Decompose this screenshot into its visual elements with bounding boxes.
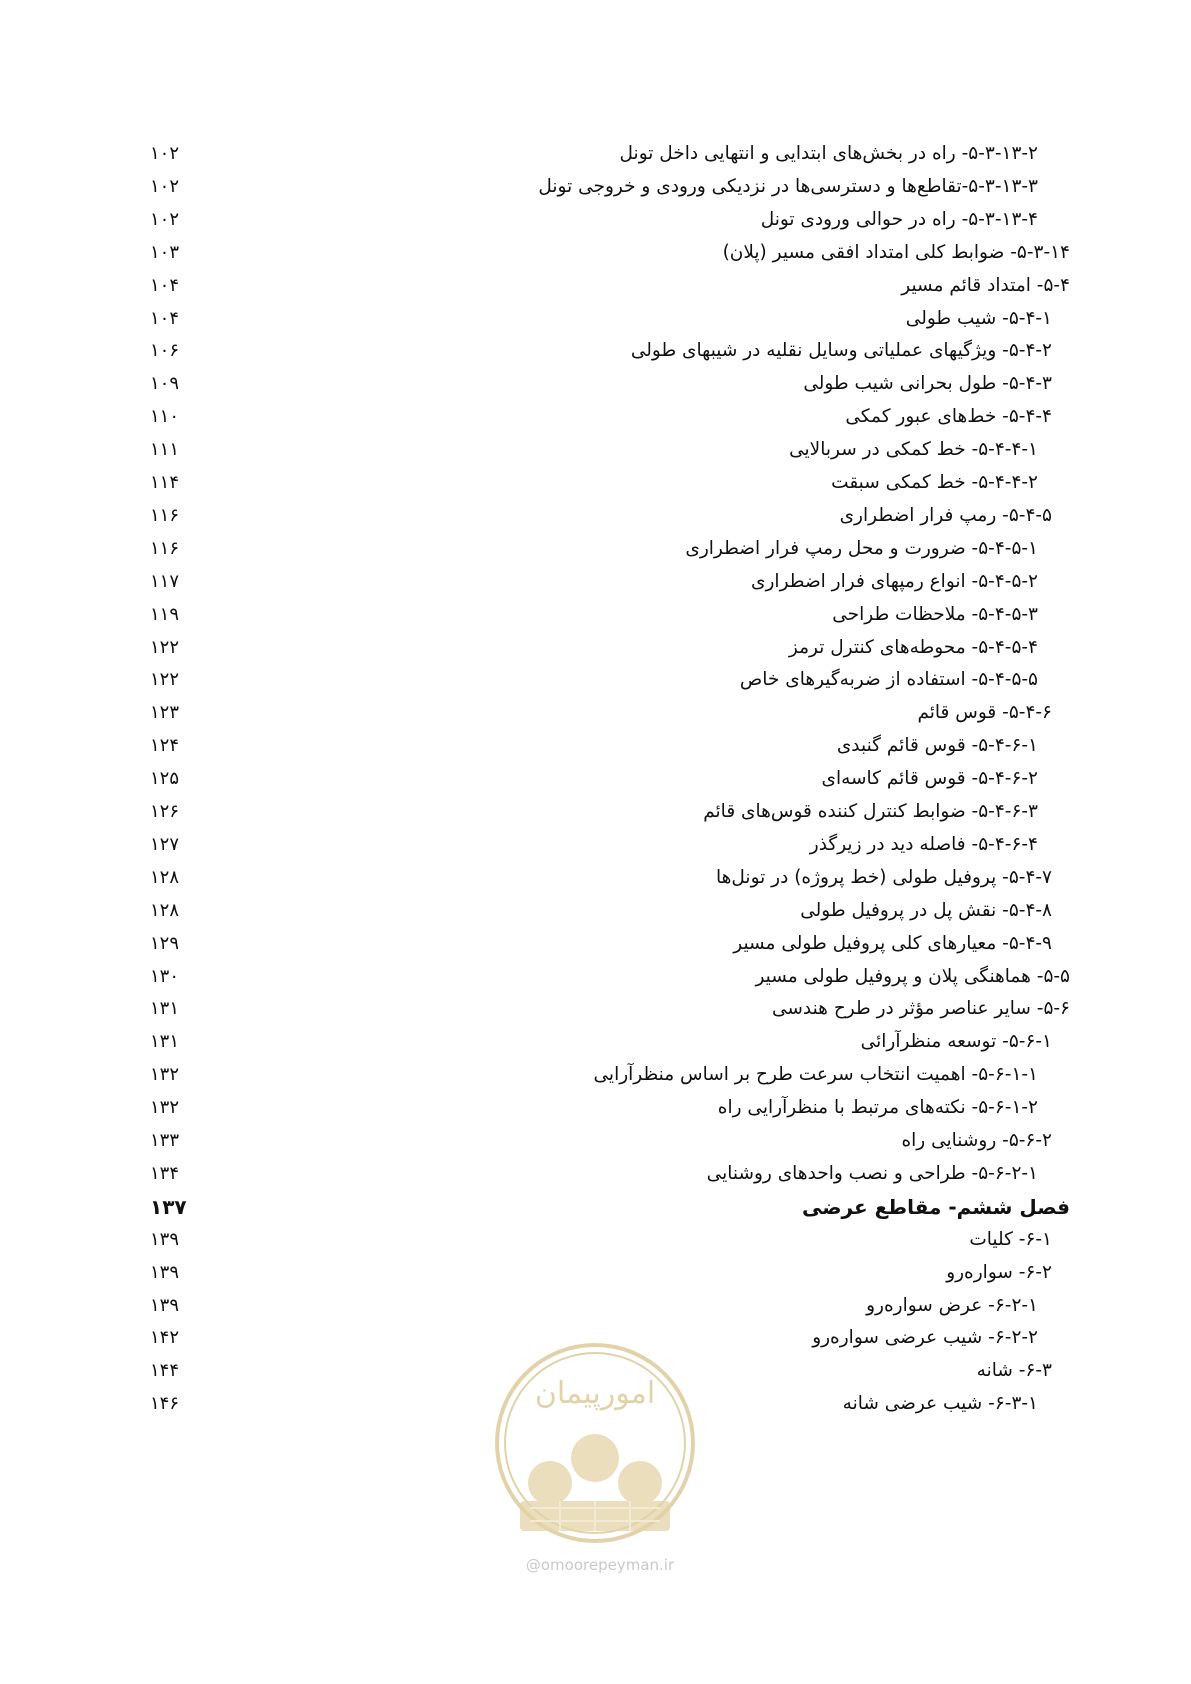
toc-entry-page: ۱۳۹ — [150, 1228, 180, 1250]
toc-entry-page: ۱۱۰ — [150, 406, 180, 428]
toc-entry-page: ۱۳۲ — [150, 1064, 180, 1086]
toc-entry-title: ۵-۴-۷- پروفیل طولی (خط پروژه) در تونل‌ها — [716, 866, 1052, 888]
toc-entry-title: ۵-۳-۱۳-۳-تقاطع‌ها و دسترسی‌ها در نزدیکی ورودی و خروجی تونل — [538, 175, 1038, 197]
toc-entry-title: ۵-۴-۹- معیارهای کلی پروفیل طولی مسیر — [733, 932, 1052, 954]
toc-entry-title: ۵-۴-۶-۴- فاصله دید در زیرگذر — [809, 833, 1038, 855]
toc-entry-page: ۱۱۴ — [150, 472, 180, 493]
toc-entry-title: ۵-۴-۳- طول بحرانی شیب طولی — [803, 373, 1052, 395]
toc-entry-page: ۱۲۶ — [150, 801, 180, 822]
toc-entry-page: ۱۱۶ — [150, 537, 180, 559]
toc-entry — [150, 269, 1070, 303]
toc-entry-page: ۱۲۲ — [150, 669, 180, 691]
toc-entry-title: ۵-۴-۵-۱- ضرورت و محل رمپ فرار اضطراری — [685, 537, 1038, 559]
toc-entry-page: ۱۳۷ — [150, 1194, 187, 1219]
toc-entry-page: ۱۲۸ — [150, 866, 180, 888]
toc-entry — [150, 334, 1070, 368]
toc-entry — [150, 894, 1070, 928]
toc-entry-page: ۱۲۷ — [150, 833, 180, 855]
toc-entry-page: ۱۳۱ — [150, 998, 180, 1020]
toc-entry-page: ۱۴۴ — [150, 1360, 180, 1382]
toc-entry — [150, 499, 1070, 533]
toc-entry-title: ۵-۴-۶-۳- ضوابط کنترل کننده قوس‌های قائم — [703, 801, 1038, 822]
toc-entry-title: ۶-۲-۱- عرض سواره‌رو — [866, 1294, 1038, 1316]
toc-entry — [150, 466, 1070, 500]
toc-entry — [150, 729, 1070, 763]
toc-entry — [150, 992, 1070, 1026]
toc-entry-page: ۱۰۹ — [150, 373, 180, 395]
toc-entry-page: ۱۰۶ — [150, 340, 180, 362]
toc-entry — [150, 433, 1070, 467]
toc-entry — [150, 1190, 1070, 1224]
toc-entry-page: ۱۱۷ — [150, 570, 180, 592]
toc-entry-title: ۵-۴-۲- ویژگیهای عملیاتی وسایل نقلیه در شیبهای طولی — [630, 340, 1052, 362]
toc-entry — [150, 861, 1070, 895]
toc-entry — [150, 1289, 1070, 1323]
toc-entry-title: ۶-۲-۲- شیب عرضی سواره‌رو — [812, 1327, 1038, 1349]
toc-entry-title: ۵-۵- هماهنگی پلان و پروفیل طولی مسیر — [755, 965, 1070, 987]
toc-entry — [150, 598, 1070, 632]
toc-entry — [150, 1091, 1070, 1125]
toc-entry — [150, 795, 1070, 829]
toc-entry-title: ۵-۴-۵-۴- محوطه‌های کنترل ترمز — [788, 636, 1038, 658]
toc-entry — [150, 1256, 1070, 1290]
toc-entry-title: ۵-۴-۵-۳- ملاحظات طراحی — [832, 603, 1038, 625]
toc-entry-page: ۱۳۲ — [150, 1097, 180, 1119]
toc-entry-title: ۶-۳-۱- شیب عرضی شانه — [842, 1393, 1038, 1415]
toc-entry-title: ۶-۲- سواره‌رو — [946, 1261, 1052, 1283]
toc-entry — [150, 532, 1070, 566]
toc-entry-page: ۱۲۲ — [150, 636, 180, 658]
toc-entry-title: ۵-۴-۵-۲- انواع رمپهای فرار اضطراری — [751, 570, 1038, 592]
toc-entry-page: ۱۰۲ — [150, 143, 180, 164]
toc-entry-title: ۵-۶-۲-۱- طراحی و نصب واحدهای روشنایی — [706, 1162, 1038, 1184]
toc-entry — [150, 400, 1070, 434]
toc-entry — [150, 828, 1070, 862]
toc-entry-page: ۱۱۶ — [150, 504, 180, 526]
toc-entry-title: ۵-۶-۱-۱- اهمیت انتخاب سرعت طرح بر اساس منظرآرایی — [593, 1064, 1038, 1086]
toc-entry-page: ۱۳۹ — [150, 1294, 180, 1316]
toc-entry-page: ۱۱۹ — [150, 603, 180, 625]
toc-entry-page: ۱۴۶ — [150, 1393, 180, 1415]
toc-entry-title: ۵-۳-۱۴- ضوابط کلی امتداد افقی مسیر (پلان) — [722, 241, 1070, 263]
toc-entry-title: ۵-۴-۵-۵- استفاده از ضربه‌گیرهای خاص — [739, 669, 1038, 691]
toc-entry-title: ۵-۶- سایر عناصر مؤثر در طرح هندسی — [771, 998, 1070, 1020]
toc-entry — [150, 960, 1070, 994]
toc-entry-title: ۵-۴-۸- نقش پل در پروفیل طولی — [800, 899, 1052, 921]
watermark-logo — [490, 1333, 700, 1553]
toc-entry-page: ۱۰۳ — [150, 241, 180, 263]
toc-entry-title: ۶-۳- شانه — [976, 1360, 1052, 1382]
toc-entry — [150, 137, 1070, 171]
toc-entry-page: ۱۰۴ — [150, 274, 180, 296]
toc-entry — [150, 170, 1070, 204]
toc-entry — [150, 1025, 1070, 1059]
toc-entry-page: ۱۰۲ — [150, 208, 180, 230]
toc-entry-page: ۱۲۸ — [150, 899, 180, 921]
toc-entry-page: ۱۳۴ — [150, 1162, 180, 1184]
toc-entry-title: فصل ششم- مقاطع عرضی — [802, 1194, 1070, 1219]
toc-entry — [150, 696, 1070, 730]
toc-entry-title: ۵-۶-۲- روشنایی راه — [901, 1130, 1052, 1151]
toc-entry — [150, 1223, 1070, 1257]
toc-entry-page: ۱۰۴ — [150, 307, 180, 329]
toc-entry-page: ۱۲۴ — [150, 735, 180, 757]
toc-entry-page: ۱۲۵ — [150, 768, 180, 790]
toc-entry — [150, 631, 1070, 665]
toc-entry-page: ۱۲۳ — [150, 702, 180, 724]
toc-entry — [150, 1157, 1070, 1191]
toc-entry — [150, 203, 1070, 237]
toc-entry-page: ۱۳۰ — [150, 965, 180, 987]
toc-entry-page: ۱۳۹ — [150, 1261, 180, 1283]
toc-entry-title: ۵-۴-۶-۲- قوس قائم کاسه‌ای — [821, 768, 1038, 790]
toc-entry — [150, 1124, 1070, 1158]
toc-entry-page: ۱۰۲ — [150, 175, 180, 197]
toc-entry — [150, 762, 1070, 796]
toc-entry — [150, 927, 1070, 961]
watermark-seal-icon — [490, 1333, 700, 1553]
toc-entry-title: ۵-۴-۶- قوس قائم — [917, 702, 1052, 724]
toc-entry-page: ۱۳۳ — [150, 1130, 180, 1151]
toc-entry-page: ۱۳۱ — [150, 1031, 180, 1053]
toc-entry-page: ۱۱۱ — [150, 439, 180, 461]
toc-entry-title: ۵-۳-۱۳-۲- راه در بخش‌های ابتدایی و انتهایی داخل تونل — [619, 143, 1038, 164]
toc-entry-title: ۵-۴-۴-۲- خط کمکی سبقت — [831, 472, 1038, 493]
toc-entry-title: ۵-۴-۴- خط‌های عبور کمکی — [845, 406, 1052, 428]
watermark-url: @omoorepeyman.ir — [525, 1556, 675, 1574]
toc-entry-title: ۵-۶-۱- توسعه منظرآرائی — [860, 1031, 1052, 1053]
toc-entry-title: ۵-۶-۱-۲- نکته‌های مرتبط با منظرآرایی راه — [717, 1097, 1038, 1119]
toc-entry-title: ۵-۴-۱- شیب طولی — [905, 307, 1052, 329]
toc-entry-title: ۵-۴-۴-۱- خط کمکی در سربالایی — [789, 439, 1038, 461]
toc-entry-title: ۵-۴-۵- رمپ فرار اضطراری — [839, 504, 1052, 526]
toc-entry-page: ۱۴۲ — [150, 1327, 180, 1349]
toc-entry — [150, 236, 1070, 270]
toc-entry-title: ۵-۳-۱۳-۴- راه در حوالی ورودی تونل — [760, 208, 1038, 230]
toc-entry — [150, 663, 1070, 697]
toc-entry — [150, 1058, 1070, 1092]
toc-entry-title: ۵-۴-۶-۱- قوس قائم گنبدی — [836, 735, 1038, 757]
toc-entry — [150, 565, 1070, 599]
toc-entry-page: ۱۲۹ — [150, 932, 180, 954]
svg-text:امورپیمان: امورپیمان — [534, 1376, 656, 1411]
toc-entry — [150, 302, 1070, 336]
toc-entry-title: ۵-۴- امتداد قائم مسیر — [901, 274, 1070, 296]
toc-entry — [150, 367, 1070, 401]
toc-entry-title: ۶-۱- کلیات — [969, 1228, 1052, 1250]
